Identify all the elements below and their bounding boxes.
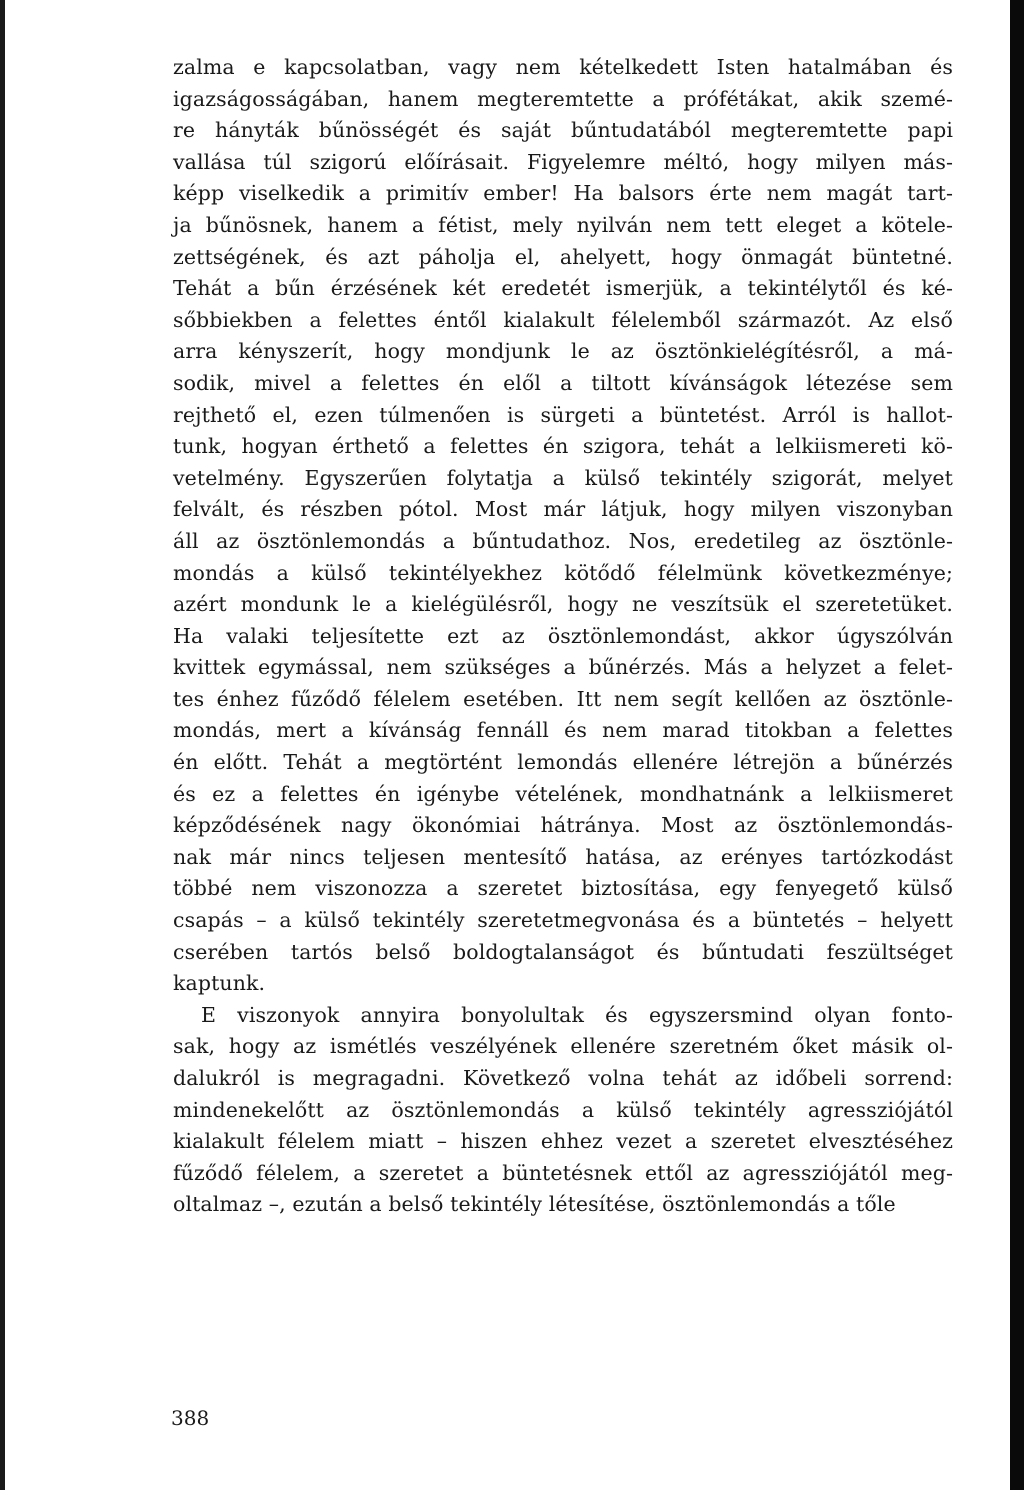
text-line: zalma e kapcsolatban, vagy nem kételkedett Isten hatalmában és <box>173 55 953 79</box>
text-line: kialakult félelem miatt – hiszen ehhez vezet a szeretet elvesztéséhez <box>173 1129 953 1154</box>
text-line: cserében tartós belső boldogtalanságot és bűntudati feszültséget <box>173 939 953 964</box>
text-line: kaptunk. <box>173 971 266 996</box>
text-line: én előtt. Tehát a megtörtént lemondás ellenére létrejön a bűnérzés <box>173 750 953 775</box>
text-line: azért mondunk le a kielégülésről, hogy ne veszítsük el szeretetüket. <box>173 592 953 617</box>
text-line: rejthető el, ezen túlmenően is sürgeti a büntetést. Arról is hallot- <box>173 402 953 427</box>
scan-edge-left <box>0 0 5 1490</box>
text-line: nak már nincs teljesen mentesítő hatása, az erényes tartózkodást <box>173 844 953 869</box>
scan-edge-right <box>1010 0 1024 1490</box>
text-line: dalukról is megragadni. Következő volna tehát az időbeli sorrend: <box>173 1066 953 1090</box>
text-line: zettségének, és azt páholja el, ahelyett, hogy önmagát büntetné. <box>173 244 953 269</box>
text-line: vetelmény. Egyszerűen folytatja a külső tekintély szigorát, melyet <box>173 465 953 490</box>
text-line: mondás a külső tekintélyekhez kötődő félelmünk következménye; <box>173 560 953 585</box>
text-line: sőbbiekben a felettes éntől kialakult félelemből származót. Az első <box>173 307 953 332</box>
text-line: és ez a felettes én igénybe vételének, mondhatnánk a lelkiismeret <box>173 781 953 806</box>
text-line: Ha valaki teljesítette ezt az ösztönlemondást, akkor úgyszólván <box>173 623 953 648</box>
text-line: sodik, mivel a felettes én elől a tiltott kívánságok létezése sem <box>173 370 953 395</box>
text-line: tunk, hogyan érthető a felettes én szigora, tehát a lelkiismereti kö- <box>173 434 953 459</box>
text-line: arra kényszerít, hogy mondjunk le az ösztönkielégítésről, a má- <box>173 339 953 364</box>
page-number: 388 <box>171 1406 210 1430</box>
text-line: mindenekelőtt az ösztönlemondás a külső tekintély agressziójától <box>173 1097 953 1122</box>
text-line: csapás – a külső tekintély szeretetmegvonása és a büntetés – helyett <box>173 908 953 933</box>
text-line: vallása túl szigorú előírásait. Figyelemre méltó, hogy milyen más- <box>173 149 953 174</box>
text-line: képződésének nagy ökonómiai hátránya. Most az ösztönlemondás- <box>173 813 953 838</box>
text-line: E viszonyok annyira bonyolultak és egyszersmind olyan fonto- <box>201 1002 953 1027</box>
body-text <box>173 52 953 1221</box>
text-line: tes énhez fűződő félelem esetében. Itt nem segít kellően az ösztönle- <box>173 686 953 711</box>
text-line: oltalmaz –, ezután a belső tekintély létesítése, ösztönlemondás a tőle <box>173 1192 896 1217</box>
text-line: re hányták bűnösségét és saját bűntudatából megteremtette papi <box>173 118 953 143</box>
text-line: felvált, és részben pótol. Most már látjuk, hogy milyen viszonyban <box>173 497 953 522</box>
text-line: képp viselkedik a primitív ember! Ha balsors érte nem magát tart- <box>173 181 953 206</box>
text-line: többé nem viszonozza a szeretet biztosítása, egy fenyegető külső <box>173 876 953 901</box>
text-line: fűződő félelem, a szeretet a büntetésnek ettől az agressziójától meg- <box>173 1160 953 1185</box>
text-line: igazságosságában, hanem megteremtette a prófétákat, akik szemé- <box>173 86 953 111</box>
text-line: sak, hogy az ismétlés veszélyének ellenére szeretném őket másik ol- <box>173 1034 953 1059</box>
text-line: kvittek egymással, nem szükséges a bűnérzés. Más a helyzet a felet- <box>173 655 953 680</box>
text-line: áll az ösztönlemondás a bűntudathoz. Nos, eredetileg az ösztönle- <box>173 528 953 553</box>
text-line: Tehát a bűn érzésének két eredetét ismerjük, a tekintélytől és ké- <box>173 276 953 301</box>
text-line: mondás, mert a kívánság fennáll és nem marad titokban a felettes <box>173 718 953 743</box>
text-line: ja bűnösnek, hanem a fétist, mely nyilván nem tett eleget a kötele- <box>173 212 953 237</box>
